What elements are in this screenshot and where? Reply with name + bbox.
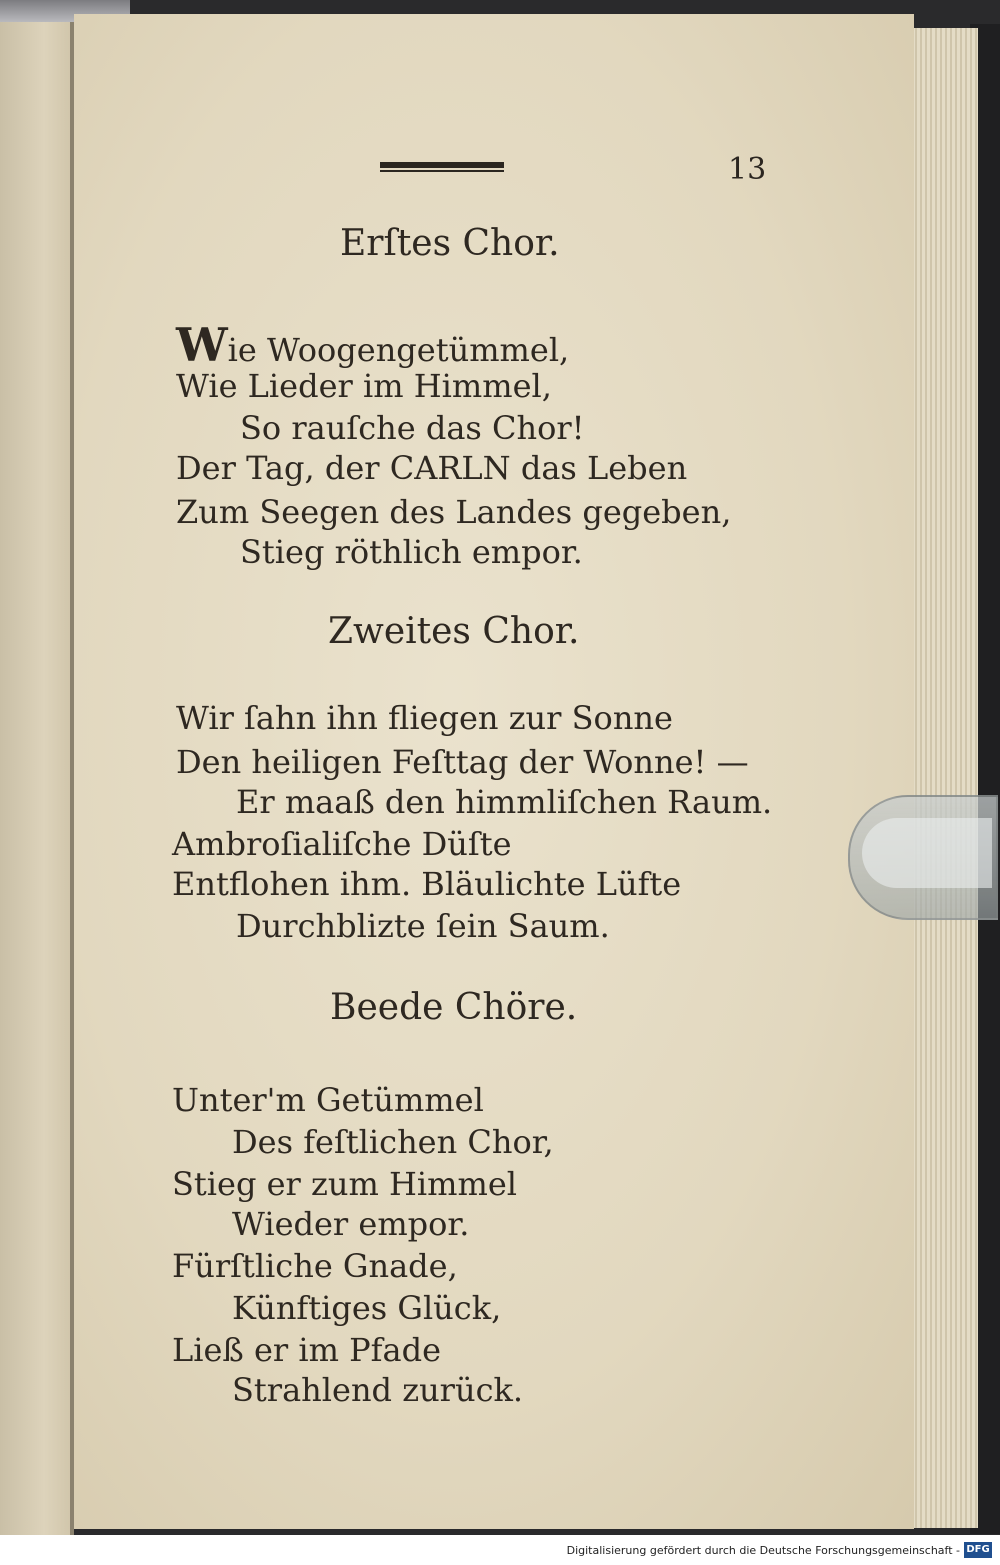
- poem-line: Ließ er im Pfade: [172, 1331, 441, 1369]
- poem-line: Wieder empor.: [232, 1205, 470, 1243]
- bookmark-highlight: [862, 818, 992, 888]
- poem-line: Fürſtliche Gnade,: [172, 1247, 458, 1285]
- dfg-logo: DFG: [964, 1542, 992, 1558]
- section-heading-1: Erſtes Chor.: [340, 223, 560, 264]
- poem-line: [176, 318, 570, 372]
- poem-line: Unter'm Getümmel: [172, 1081, 484, 1119]
- poem-line: Stieg röthlich empor.: [240, 533, 583, 571]
- poem-line-rest: ie Woogengetümmel,: [227, 331, 570, 369]
- poem-line: Strahlend zurück.: [232, 1371, 524, 1409]
- poem-line: Wie Lieder im Himmel,: [176, 367, 552, 405]
- section-heading-3: Beede Chöre.: [330, 987, 578, 1028]
- poem-line: Künftiges Glück,: [232, 1289, 502, 1327]
- funding-credit: Digitalisierung gefördert durch die Deutsche Forschungsgemeinschaft -: [566, 1544, 960, 1557]
- page-number: 13: [728, 152, 767, 187]
- facing-page: [0, 0, 74, 1535]
- poem-line: Ambroſialiſche Düſte: [172, 825, 512, 863]
- poem-line: Entflohen ihm. Bläulichte Lüfte: [172, 865, 682, 903]
- header-rule: [380, 162, 504, 172]
- poem-line: Den heiligen Feſttag der Wonne! —: [176, 743, 749, 781]
- page-stack-edge: [912, 28, 978, 1528]
- poem-line: Zum Seegen des Landes gegeben,: [176, 493, 732, 531]
- poem-line: Stieg er zum Himmel: [172, 1165, 517, 1203]
- section-heading-2: Zweites Chor.: [328, 611, 580, 652]
- poem-line: Wir ſahn ihn fliegen zur Sonne: [176, 699, 673, 737]
- poem-line: Er maaß den himmliſchen Raum.: [236, 783, 773, 821]
- poem-line: So rauſche das Chor!: [240, 409, 585, 447]
- poem-line: Durchblizte ſein Saum.: [236, 907, 610, 945]
- poem-line: Der Tag, der CARLN das Leben: [176, 449, 688, 487]
- poem-line: Des feſtlichen Chor,: [232, 1123, 554, 1161]
- drop-cap: W: [176, 318, 228, 372]
